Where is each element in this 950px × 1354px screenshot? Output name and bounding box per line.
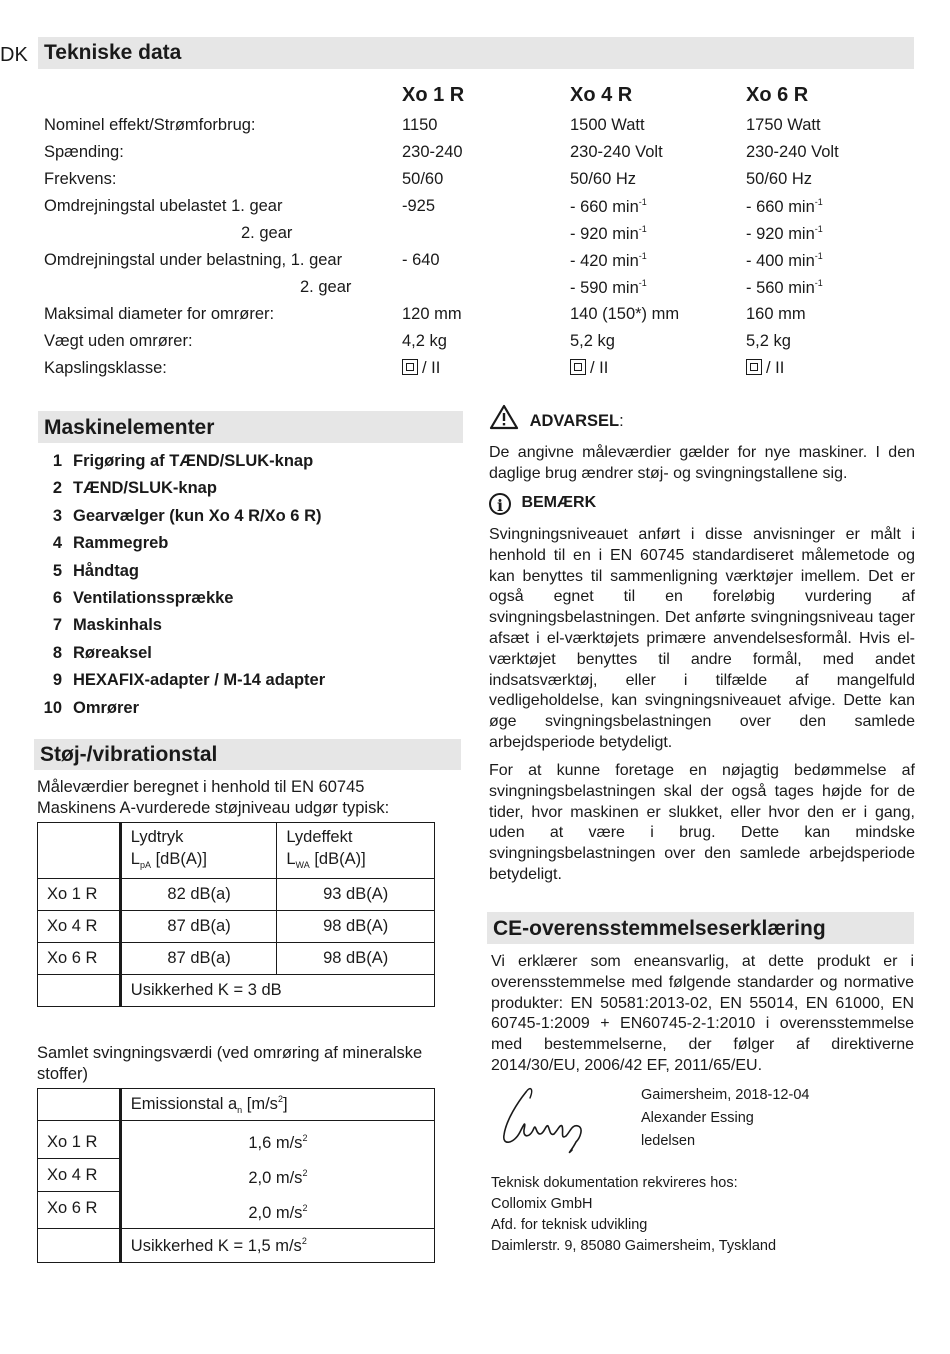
- spec-row: [44, 278, 904, 305]
- spec-value: 1750 Watt: [746, 116, 821, 134]
- machine-elements-list: [38, 452, 458, 726]
- spec-label: 2. gear: [241, 224, 293, 242]
- section-title-ce-declaration: CE-overensstemmelseserklæring: [487, 912, 914, 944]
- uncertainty-cell: Usikkerhed K = 1,5 $m/s^2$: [120, 1229, 434, 1263]
- vibration-intro: Samlet svingningsværdi (ved omrøring af mineralske stoffer): [37, 1044, 423, 1083]
- spec-value: - 640: [402, 251, 440, 269]
- uncertainty-cell: Usikkerhed K = 3 dB: [120, 975, 434, 1007]
- spec-value: - 400 $\min^{-1}$: [746, 251, 823, 270]
- section-title-technical-data: Tekniske data: [38, 37, 914, 69]
- model-column: [38, 1121, 121, 1229]
- model-cell: Xo 6 R: [47, 1198, 98, 1217]
- sound-power-header: Lydeffekt $L_{WA}$ [dB(A)]: [277, 823, 435, 879]
- noise-intro: [37, 777, 389, 819]
- spec-value: 230-240 Volt: [570, 143, 663, 161]
- spec-value: 230-240: [402, 143, 463, 161]
- spec-label: Frekvens:: [44, 170, 117, 188]
- vibration-table: [37, 1088, 435, 1263]
- spec-value: / II: [570, 359, 608, 378]
- model-cell: Xo 1 R: [38, 879, 121, 911]
- model-cell: Xo 1 R: [38, 1126, 119, 1159]
- protection-class-ii-icon: [402, 359, 418, 375]
- section-title-noise-vibration: Støj-/vibrationstal: [34, 739, 461, 770]
- language-code: DK: [0, 44, 28, 66]
- ce-declaration-text: Vi erklærer som eneansvarlig, at dette produkt er i overensstemmelse med følgende standarder og normative produkter: EN 50581:2013-02, EN 55014, EN 61000, EN 60745-1:2009 + EN60745-2-1:2010 i overensstemmelse med bestemmelserne, der følger af direktiverne 2014/30/EU, 2006/42 EF, 2011/65/EU.: [491, 953, 914, 1074]
- spec-value: - 920 $\min^{-1}$: [746, 224, 823, 243]
- empty-cell: [38, 1089, 121, 1121]
- spec-value: 140 (150*) mm: [570, 305, 680, 323]
- spec-value: 5,2 kg: [570, 332, 615, 350]
- info-icon: i: [489, 493, 511, 515]
- list-item: 4 Rammegreb: [52, 534, 169, 553]
- spec-label: Maksimal diameter for omrører:: [44, 305, 275, 323]
- spec-row: [44, 224, 904, 251]
- spec-label: Spænding:: [44, 143, 124, 161]
- model-cell: Xo 6 R: [38, 943, 121, 975]
- doc-line: Teknisk dokumentation rekvireres hos:: [491, 1175, 738, 1191]
- empty-cell: [38, 823, 121, 879]
- spec-value: - 560 $\min^{-1}$: [746, 278, 823, 297]
- table-row: [38, 879, 435, 911]
- sound-power-cell: 93 dB(A): [277, 879, 435, 911]
- warning-heading: ADVARSEL:: [489, 404, 624, 431]
- model-cell: Xo 4 R: [38, 1159, 119, 1192]
- spec-label: Vægt uden omrører:: [44, 332, 193, 350]
- doc-line: Daimlerstr. 9, 85080 Gaimersheim, Tyskland: [491, 1238, 777, 1254]
- emission-value: 1,6 $m/s^2$: [248, 1133, 308, 1152]
- list-item: 1 Frigøring af TÆND/SLUK-knap: [52, 452, 314, 470]
- list-item: 2 TÆND/SLUK-knap: [52, 479, 217, 498]
- note-label: BEMÆRK: [521, 494, 597, 511]
- spec-row: [44, 143, 904, 170]
- spec-value: 4,2 kg: [402, 332, 447, 350]
- empty-cell: [38, 975, 121, 1007]
- spec-value: - 660 $\min^{-1}$: [570, 197, 647, 216]
- spec-label: Omdrejningstal under belastning, 1. gear: [44, 251, 343, 269]
- spec-value: 160 mm: [746, 305, 806, 323]
- spec-value: 50/60 Hz: [746, 170, 813, 188]
- warning-label: ADVARSEL: [529, 412, 620, 430]
- spec-row: [44, 305, 904, 332]
- emission-header: Emissionstal $a_n$ $[m/s^2]$: [120, 1089, 434, 1121]
- spec-label: 2. gear: [300, 278, 352, 296]
- spec-value: 50/60 Hz: [570, 170, 637, 188]
- list-item: 9 HEXAFIX-adapter / M-14 adapter: [52, 671, 326, 690]
- spec-row: [44, 359, 904, 386]
- list-item: 8 Røreaksel: [52, 643, 152, 662]
- table-row: [38, 943, 435, 975]
- spec-value: - 920 $\min^{-1}$: [570, 224, 647, 243]
- spec-row: [44, 197, 904, 224]
- model-name: Xo 4 R: [570, 84, 633, 106]
- spec-value: - 420 $\min^{-1}$: [570, 251, 647, 270]
- noise-table: [37, 822, 435, 1007]
- sound-pressure-cell: 87 dB(a): [120, 911, 277, 943]
- sound-pressure-cell: 82 dB(a): [120, 879, 277, 911]
- note-text-continued: For at kunne foretage en nøjagtig bedømmelse af svingningsbelastningen skal der også tages højde for de tider, hvor maskinen er slukket, eller hvor den er i gang, uden at være i brug. Dette kan mindske svingningsbelastningen over den samlede arbejdsperiode betydeligt.: [489, 762, 915, 883]
- spec-value: 50/60: [402, 170, 444, 188]
- sound-power-cell: 98 dB(A): [277, 943, 435, 975]
- model-cell: Xo 4 R: [38, 911, 121, 943]
- handwritten-signature: [496, 1080, 596, 1160]
- emission-value: 2,0 $m/s^2$: [248, 1203, 308, 1222]
- sound-pressure-header: Lydtryk $L_{pA}$ [dB(A)]: [120, 823, 277, 879]
- protection-class-ii-icon: [570, 359, 586, 375]
- noise-intro-line: Måleværdier beregnet i henhold til EN 60745: [37, 778, 365, 796]
- spec-label: Nominel effekt/Strømforbrug:: [44, 116, 256, 134]
- sound-power-cell: 98 dB(A): [277, 911, 435, 943]
- list-item: 10 Omrører: [43, 698, 140, 717]
- spec-value: 1150: [402, 116, 438, 134]
- table-row: [38, 975, 435, 1007]
- warning-triangle-icon: [489, 404, 519, 430]
- spec-value: - 590 $\min^{-1}$: [570, 278, 647, 297]
- warning-text: De angivne måleværdier gælder for nye maskiner. I den daglige brug ændrer støj- og svingningstallene sig.: [489, 444, 915, 482]
- note-text: Svingningsniveauet anført i disse anvisninger er målt i henhold til en i EN 60745 standardiseret målemetode og kan benyttes til sammenligning værktøjer imellem. Det er også egnet til en foreløbig vurdering af svingningsbelastningen. Det anførte svingningsniveau tager afsæt i el-værktøjets primære anvendelsesformål. Hvis el-værktøjet benyttes til andre formål, med andet indsatsværktøj, eller i tilfælde af mangelfuld vedligeholdelse, kan svingningsniveauet afvige. Dette kan øge svingningsbelastningen over den samlede arbejdsperiode betydeligt.: [489, 526, 915, 751]
- spec-value: 5,2 kg: [746, 332, 791, 350]
- place-date: Gaimersheim, 2018-12-04: [641, 1087, 810, 1103]
- doc-line: Collomix GmbH: [491, 1196, 593, 1212]
- spec-label: Omdrejningstal ubelastet 1. gear: [44, 197, 283, 215]
- model-header-row: [44, 84, 904, 111]
- emission-value: 2,0 $m/s^2$: [248, 1168, 308, 1187]
- list-item: 5 Håndtag: [52, 561, 139, 580]
- signature-block: [641, 1084, 809, 1153]
- spec-label: Kapslingsklasse:: [44, 359, 167, 377]
- emission-values: [120, 1121, 434, 1229]
- sound-pressure-cell: 87 dB(a): [120, 943, 277, 975]
- spec-value: / II: [746, 359, 784, 378]
- spec-row: [44, 332, 904, 359]
- spec-value: / II: [402, 359, 440, 378]
- spec-row: [44, 116, 904, 143]
- signer-name: Alexander Essing: [641, 1110, 754, 1126]
- model-name: Xo 6 R: [746, 84, 809, 106]
- documentation-contact: [491, 1173, 776, 1257]
- noise-intro-line: Maskinens A-vurderede støjniveau udgør typisk:: [37, 799, 390, 817]
- note-heading: [489, 493, 596, 515]
- spec-value: 120 mm: [402, 305, 462, 323]
- table-row: [38, 911, 435, 943]
- list-item: 3 Gearvælger (kun Xo 4 R/Xo 6 R): [52, 506, 322, 525]
- list-item: 7 Maskinhals: [52, 616, 162, 635]
- empty-cell: [38, 1229, 121, 1263]
- spec-row: [44, 170, 904, 197]
- protection-class-ii-icon: [746, 359, 762, 375]
- spec-value: 230-240 Volt: [746, 143, 839, 161]
- spec-value: - 660 $\min^{-1}$: [746, 197, 823, 216]
- signer-role: ledelsen: [641, 1133, 696, 1149]
- spec-value: 1500 Watt: [570, 116, 645, 134]
- doc-line: Afd. for teknisk udvikling: [491, 1217, 648, 1233]
- list-item: 6 Ventilationssprække: [52, 588, 234, 607]
- model-name: Xo 1 R: [402, 84, 465, 106]
- spec-value: -925: [402, 197, 436, 215]
- spec-row: [44, 251, 904, 278]
- section-title-machine-elements: Maskinelementer: [38, 411, 463, 443]
